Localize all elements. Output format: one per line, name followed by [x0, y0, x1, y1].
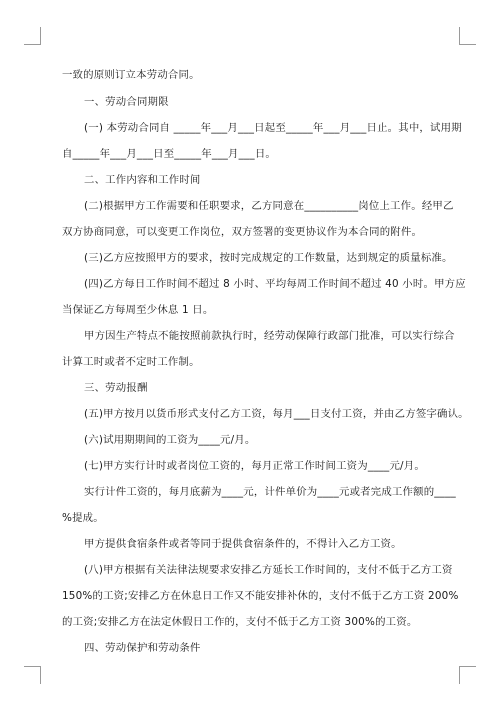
section-heading-work-content: 二、工作内容和工作时间 — [84, 174, 201, 186]
section-heading-contract-term: 一、劳动合同期限 — [84, 96, 169, 108]
crop-mark-top-right-v — [459, 27, 460, 45]
crop-mark-bottom-left-v — [40, 666, 41, 684]
crop-mark-bottom-right-h — [460, 666, 476, 667]
paragraph-line: (一) 本劳动合同自 _____年___月___日起至_____年___月___日止。其中，试用期 — [84, 122, 462, 134]
paragraph-line: 150%的工资;安排乙方在休息日工作又不能安排补休的，支付不低于乙方工资 200% — [62, 590, 459, 602]
paragraph-line: %提成。 — [62, 512, 104, 524]
paragraph-line: 甲方因生产特点不能按照前款执行时，经劳动保障行政部门批准，可以实行综合 — [84, 330, 455, 342]
paragraph-line: (二)根据甲方工作需要和任职要求，乙方同意在__________岗位上工作。经甲乙 — [84, 200, 454, 212]
crop-mark-top-left-v — [40, 27, 41, 45]
paragraph-line: (三)乙方应按照甲方的要求，按时完成规定的工作数量，达到规定的质量标准。 — [84, 252, 453, 264]
crop-mark-bottom-right-v — [459, 666, 460, 684]
section-heading-labor-protection: 四、劳动保护和劳动条件 — [84, 642, 201, 654]
paragraph-line: 双方协商同意，可以变更工作岗位，双方签署的变更协议作为本合同的附件。 — [62, 226, 423, 238]
paragraph-line: 的工资;安排乙方在法定休假日工作的，支付不低于乙方工资 300%的工资。 — [62, 616, 418, 628]
paragraph-line: 甲方提供食宿条件或者等同于提供食宿条件的，不得计入乙方工资。 — [84, 538, 402, 550]
paragraph-line: (八)甲方根据有关法律法规要求安排乙方延长工作时间的，支付不低于乙方工资 — [84, 564, 453, 576]
paragraph-line: 计算工时或者不定时工作制。 — [62, 356, 200, 368]
paragraph-line: (四)乙方每日工作时间不超过 8 小时、平均每周工作时间不超过 40 小时。甲方应 — [84, 278, 466, 290]
paragraph-line: (七)甲方实行计时或者岗位工资的，每月正常工作时间工资为____元/月。 — [84, 460, 425, 472]
paragraph-line: 一致的原则订立本劳动合同。 — [62, 69, 200, 81]
paragraph-line: (五)甲方按月以货币形式支付乙方工资，每月___日支付工资，并由乙方签字确认。 — [84, 408, 469, 420]
section-heading-remuneration: 三、劳动报酬 — [84, 382, 148, 394]
paragraph-line: 实行计件工资的，每月底薪为____元，计件单价为____元或者完成工作额的____ — [84, 486, 456, 498]
paragraph-line: 当保证乙方每周至少休息 1 日。 — [62, 304, 214, 316]
crop-mark-top-right-h — [460, 44, 476, 45]
paragraph-line: 自_____年___月___日至_____年___月___日。 — [62, 148, 277, 160]
crop-mark-bottom-left-h — [24, 666, 40, 667]
paragraph-line: (六)试用期期间的工资为____元/月。 — [84, 434, 256, 446]
crop-mark-top-left-h — [24, 44, 40, 45]
